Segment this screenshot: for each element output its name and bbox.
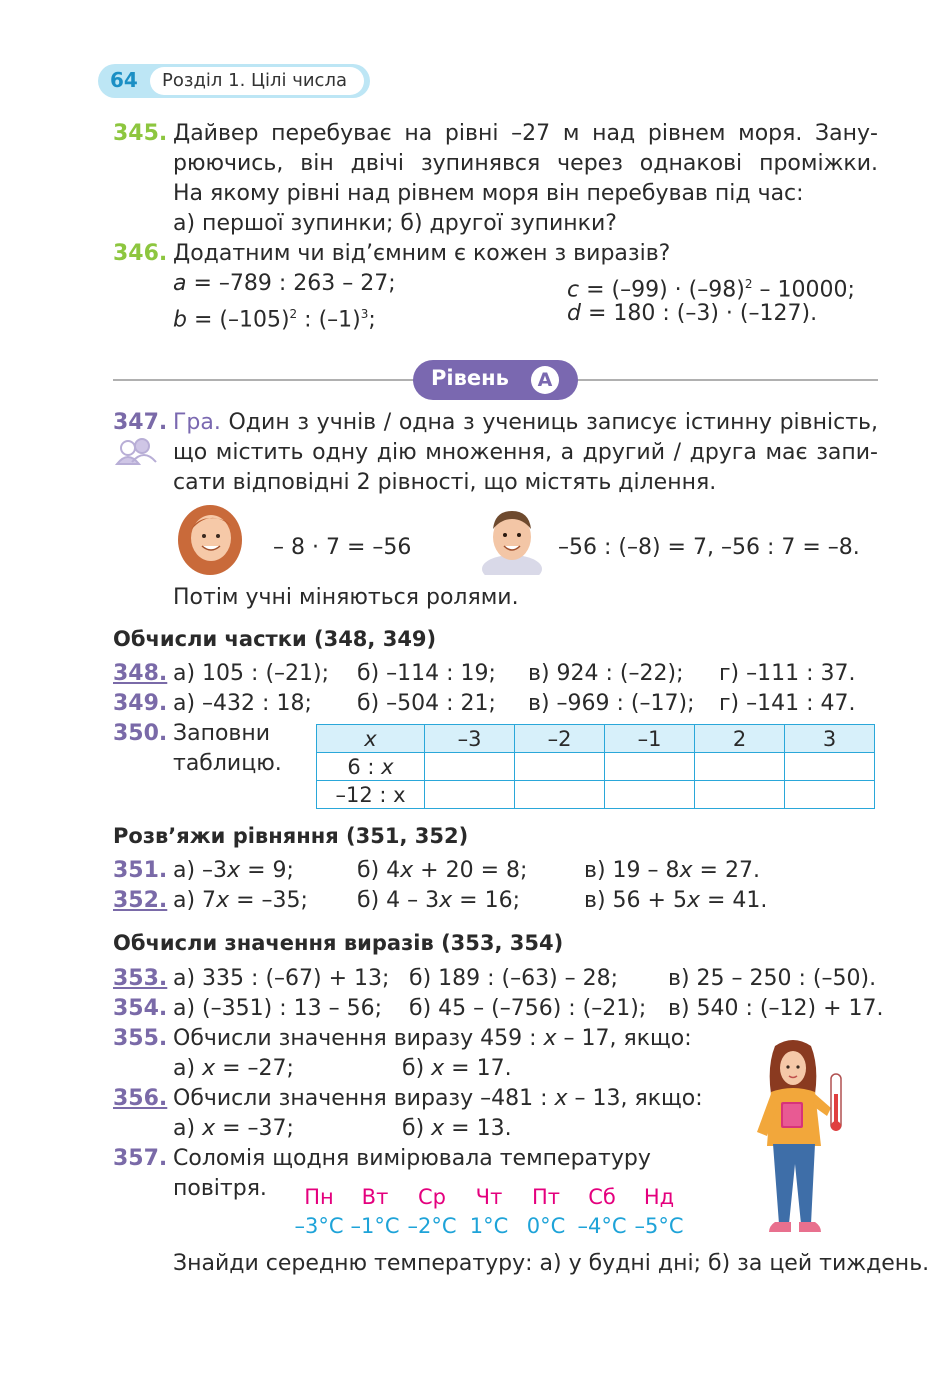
temperature-value: –5°C	[634, 1214, 684, 1238]
var-x: x	[439, 888, 453, 913]
task-350-line-2: таблицю.	[173, 751, 282, 776]
t: = 27.	[692, 858, 760, 883]
table-header-row	[317, 725, 875, 753]
table-header-cell: –2	[515, 725, 605, 753]
task-357-line-1: Соломія щодня вимірювала температуру	[173, 1146, 651, 1171]
t: – 13, якщо:	[567, 1086, 703, 1111]
var-b: b	[173, 307, 187, 333]
var-x: x	[679, 858, 693, 883]
weekday: Пн	[304, 1185, 334, 1209]
var-x: x	[227, 858, 241, 883]
t: б) 4	[357, 858, 401, 883]
expr-c-body-1: = (–99) · (–98)	[579, 277, 745, 303]
section-heading-expressions: Обчисли значення виразів (353, 354)	[113, 931, 564, 955]
girl-with-thermometer-illustration	[745, 1036, 855, 1242]
expr-a-body: = –789 : 263 – 27;	[186, 271, 396, 296]
t: а)	[173, 1056, 203, 1081]
t: а)	[173, 1116, 203, 1141]
expr-b-body-3: ;	[368, 307, 376, 333]
task-348-a: а) 105 : (–21);	[173, 661, 330, 686]
task-348-d: г) –111 : 37.	[719, 661, 856, 686]
t: + 20 = 8;	[413, 858, 528, 883]
expr-b-sup-2: 3	[360, 307, 369, 321]
task-355-line-1	[173, 1024, 692, 1054]
task-345-line-3: На якому рівні над рівнем моря він перебував під час:	[173, 181, 804, 206]
table-row	[317, 753, 875, 781]
row-label-text: 6 :	[347, 754, 382, 779]
table-row-label: –12 : x	[317, 781, 425, 809]
t: в) 19 – 8	[584, 858, 680, 883]
task-number-353: 353.	[113, 966, 168, 991]
weekday: Вт	[361, 1185, 389, 1209]
task-347-line-2: що містить одну дію множення, а другий / друга має запи-	[173, 440, 878, 465]
temperature-value: –1°C	[350, 1214, 400, 1238]
temperature-value: 0°C	[526, 1214, 566, 1238]
task-345-line-2: рюючись, він двічі зупинявся через однакові проміжки.	[173, 151, 878, 176]
t: б)	[402, 1116, 432, 1141]
chapter-title: Розділ 1. Цілі числа	[162, 70, 347, 91]
weekday: Сб	[588, 1185, 616, 1209]
task-number-352: 352.	[113, 888, 168, 913]
task-354-c: в) 540 : (–12) + 17.	[668, 996, 884, 1021]
level-label: Рівень	[431, 366, 509, 390]
var-x: x	[554, 1086, 568, 1111]
task-number-356: 356.	[113, 1086, 168, 1111]
t: – 17, якщо:	[556, 1026, 692, 1051]
table-cell[interactable]	[515, 753, 605, 781]
t: а) 7	[173, 888, 217, 913]
equation-girl: – 8 · 7 = –56	[273, 535, 412, 560]
task-352-c	[584, 886, 767, 916]
task-number-354: 354.	[113, 996, 168, 1021]
table-cell[interactable]	[515, 781, 605, 809]
chapter-pill	[150, 67, 364, 95]
page-number: 64	[110, 68, 138, 92]
expr-b-body-1: = (–105)	[186, 307, 290, 333]
table-row-label	[317, 753, 425, 781]
task-353-c: в) 25 – 250 : (–50).	[668, 966, 877, 991]
girl-photo	[175, 504, 245, 576]
task-349-d: г) –141 : 47.	[719, 691, 856, 716]
task-350-line-1: Заповни	[173, 721, 271, 746]
table-cell[interactable]	[695, 753, 785, 781]
task-349-a: а) –432 : 18;	[173, 691, 312, 716]
t: = –37;	[215, 1116, 294, 1141]
task-353-a: а) 335 : (–67) + 13;	[173, 966, 390, 991]
weekday: Нд	[643, 1185, 675, 1209]
table-cell[interactable]	[605, 753, 695, 781]
task-345-line-1: Дайвер перебуває на рівні –27 м над рівнем моря. Зану-	[173, 121, 878, 146]
task-347-line-3: сати відповідні 2 рівності, що містять ділення.	[173, 470, 717, 495]
task-number-348: 348.	[113, 661, 168, 686]
task-347-line-1	[173, 408, 878, 438]
task-356-b	[402, 1114, 512, 1144]
var-x: x	[431, 1116, 445, 1141]
table-cell[interactable]	[785, 753, 875, 781]
task-number-350: 350.	[113, 721, 168, 746]
table-cell[interactable]	[785, 781, 875, 809]
expr-b-sup-1: 2	[289, 307, 298, 321]
level-badge	[413, 360, 578, 400]
expr-c-sup: 2	[744, 277, 753, 291]
task-345-line-4: а) першої зупинки; б) другої зупинки?	[173, 211, 617, 236]
weekday: Пт	[531, 1185, 561, 1209]
task-number-351: 351.	[113, 858, 168, 883]
weekday: Ср	[418, 1185, 446, 1209]
task-354-b: б) 45 – (–756) : (–21);	[409, 996, 647, 1021]
task-351-c	[584, 856, 760, 886]
task-346-question: Додатним чи від’ємним є кожен з виразів?	[173, 241, 671, 266]
task-349-b: б) –504 : 21;	[357, 691, 496, 716]
equation-boy: –56 : (–8) = 7, –56 : 7 = –8.	[558, 535, 860, 560]
t: = 16;	[452, 888, 520, 913]
t: Обчисли значення виразу –481 :	[173, 1086, 555, 1111]
expr-c-body-2: – 10000;	[752, 277, 855, 303]
task-347-line-1-text: Один з учнів / одна з учениць записує істинну рівність,	[220, 410, 878, 435]
var-x: x	[543, 1026, 557, 1051]
table-header-cell: 3	[785, 725, 875, 753]
var-x: x	[686, 888, 700, 913]
task-number-346: 346.	[113, 241, 168, 266]
task-356-line-1	[173, 1084, 703, 1114]
var-a: a	[173, 271, 187, 296]
var-x: x	[202, 1056, 216, 1081]
t: б)	[402, 1056, 432, 1081]
var-x: x	[431, 1056, 445, 1081]
weekday: Чт	[475, 1185, 503, 1209]
t: = 41.	[699, 888, 768, 913]
task-number-347: 347.	[113, 410, 168, 435]
t: = –27;	[215, 1056, 294, 1081]
expr-b-body-2: : (–1)	[297, 307, 361, 333]
task-348-c: в) 924 : (–22);	[528, 661, 684, 686]
table-header-cell: –1	[605, 725, 695, 753]
var-d: d	[567, 301, 581, 326]
t: = 13.	[444, 1116, 512, 1141]
table-cell[interactable]	[425, 781, 515, 809]
temperature-value: 1°C	[469, 1214, 509, 1238]
row-label-var: x	[381, 754, 394, 779]
task-352-a	[173, 886, 308, 916]
task-353-b: б) 189 : (–63) – 28;	[409, 966, 619, 991]
task-351-b	[357, 856, 527, 886]
table-header-cell: 2	[695, 725, 785, 753]
game-label: Гра.	[173, 410, 221, 435]
expr-d-body: = 180 : (–3) · (–127).	[580, 301, 818, 326]
table-cell[interactable]	[605, 781, 695, 809]
expr-b	[173, 299, 376, 335]
task-354-a: а) (–351) : 13 – 56;	[173, 996, 382, 1021]
temperature-value: –4°C	[577, 1214, 627, 1238]
task-355-a	[173, 1054, 294, 1084]
var-c: c	[567, 277, 580, 303]
t: Обчисли значення виразу 459 :	[173, 1026, 544, 1051]
section-heading-equations: Розв’яжи рівняння (351, 352)	[113, 824, 469, 848]
task-351-a	[173, 856, 294, 886]
expr-d	[567, 299, 817, 329]
boy-photo	[479, 505, 545, 575]
task-number-355: 355.	[113, 1026, 168, 1051]
fill-table	[316, 724, 875, 809]
table-cell[interactable]	[425, 753, 515, 781]
expr-a	[173, 269, 396, 299]
t: в) 56 + 5	[584, 888, 687, 913]
t: б) 4 – 3	[357, 888, 440, 913]
section-heading-quotients: Обчисли частки (348, 349)	[113, 627, 437, 651]
task-number-349: 349.	[113, 691, 168, 716]
t: = 9;	[240, 858, 294, 883]
level-letter: A	[531, 366, 559, 394]
t: а) –3	[173, 858, 228, 883]
table-header-cell: x	[317, 725, 425, 753]
task-355-b	[402, 1054, 512, 1084]
table-header-cell: –3	[425, 725, 515, 753]
task-349-c: в) –969 : (–17);	[528, 691, 695, 716]
temperature-value: –3°C	[294, 1214, 344, 1238]
var-x: x	[216, 888, 230, 913]
pair-work-icon	[114, 438, 158, 466]
task-357-line-2: повітря.	[173, 1176, 267, 1201]
temperature-value: –2°C	[407, 1214, 457, 1238]
page-header	[98, 64, 370, 98]
var-x: x	[202, 1116, 216, 1141]
task-348-b: б) –114 : 19;	[357, 661, 496, 686]
task-number-357: 357.	[113, 1146, 168, 1171]
task-356-a	[173, 1114, 294, 1144]
task-number-345: 345.	[113, 121, 168, 146]
table-row	[317, 781, 875, 809]
task-347-line-4: Потім учні міняються ролями.	[173, 585, 519, 610]
t: = 17.	[444, 1056, 512, 1081]
task-357-line-3: Знайди середню температуру: а) у будні дні; б) за цей тиждень.	[173, 1251, 930, 1276]
task-352-b	[357, 886, 520, 916]
t: = –35;	[229, 888, 308, 913]
var-x: x	[400, 858, 414, 883]
table-cell[interactable]	[695, 781, 785, 809]
